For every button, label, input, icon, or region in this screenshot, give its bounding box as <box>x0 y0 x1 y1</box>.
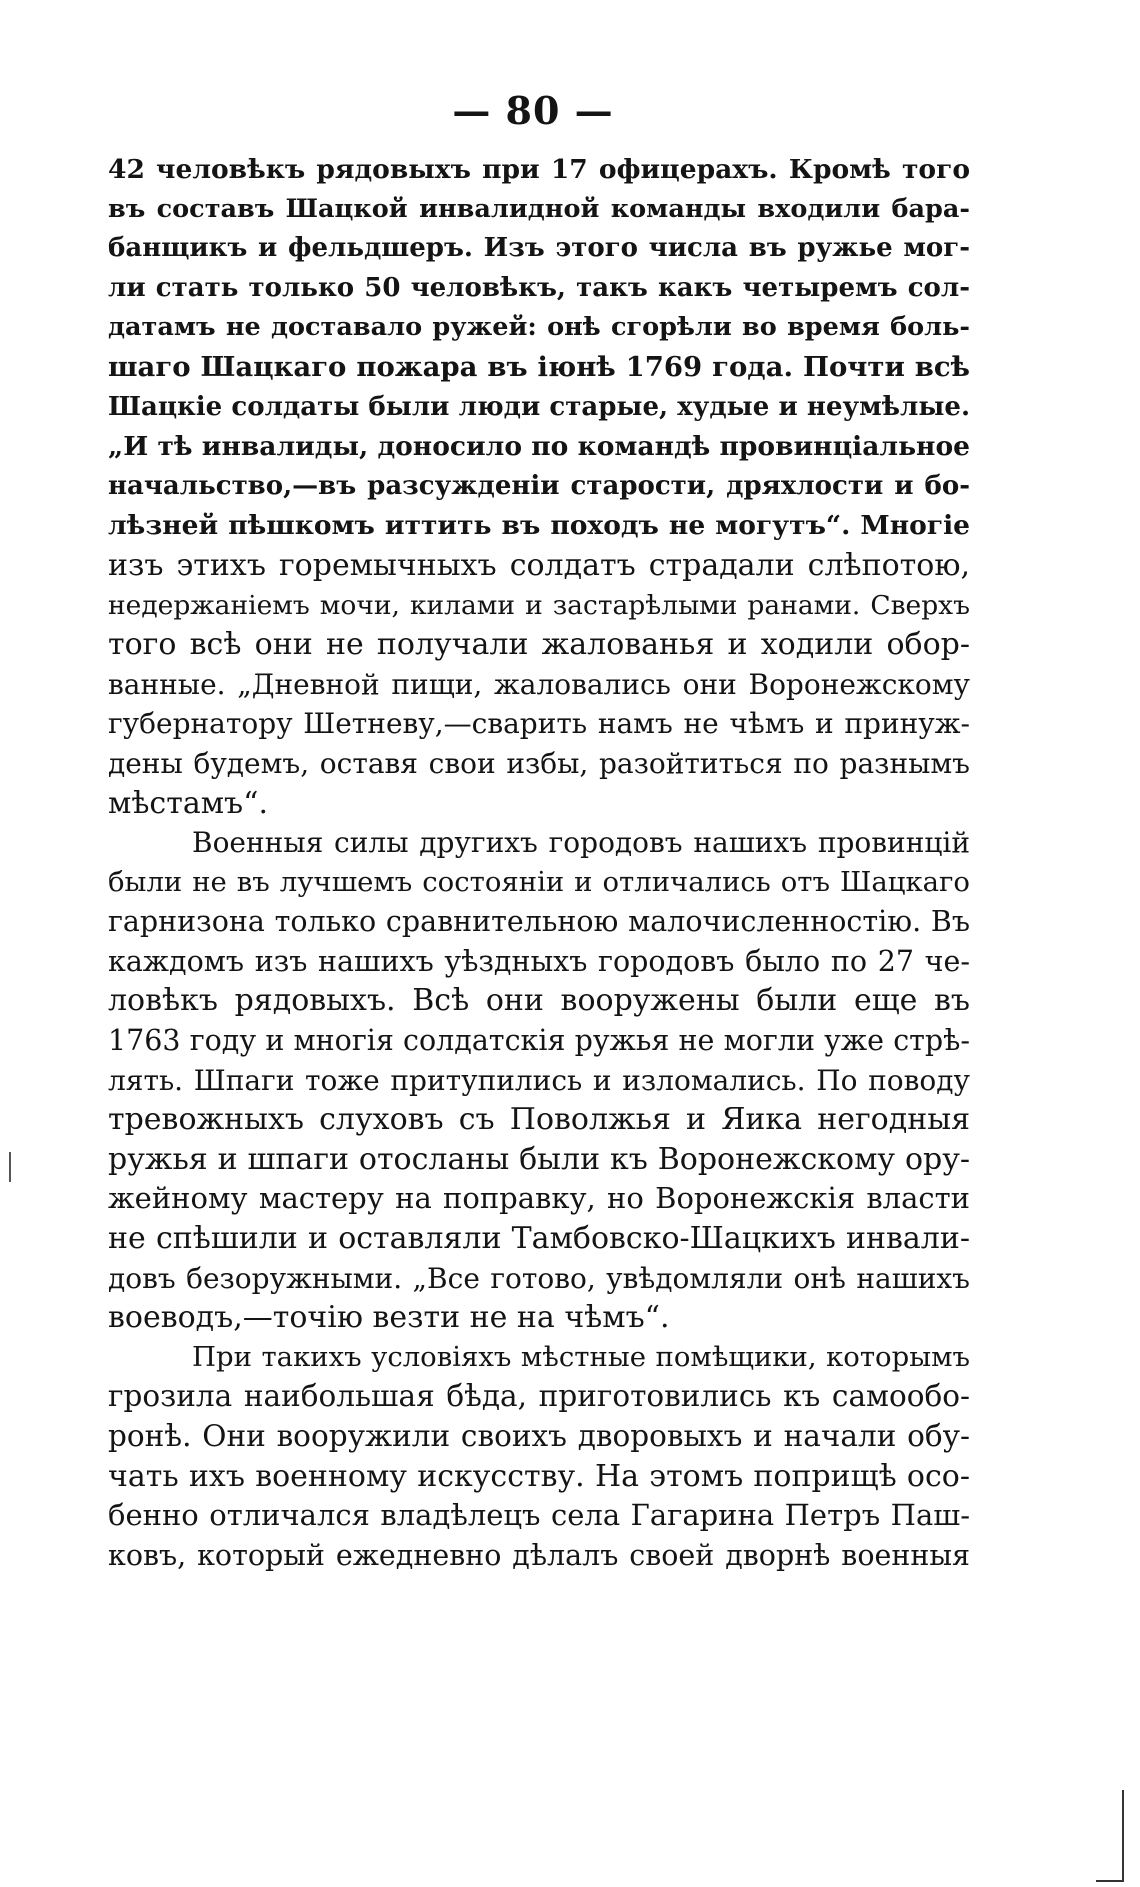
text-line: мѣстамъ“. <box>108 785 269 821</box>
text-line: недержанiемъ мочи, килами и застарѣлыми ранами. Сверхъ <box>108 589 970 621</box>
text-line: ронѣ. Они вооружили своихъ дворовыхъ и начали обу- <box>108 1419 970 1453</box>
text-line: чать ихъ военному искусству. На этомъ поприщѣ осо- <box>108 1458 970 1494</box>
text-line: каждомъ изъ нашихъ уѣздныхъ городовъ было по 27 че- <box>108 944 970 978</box>
text-line: гарнизона только сравнительною малочисленностiю. Въ <box>108 905 970 939</box>
text-line: ковъ, который ежедневно дѣлалъ своей дворнѣ военныя <box>108 1538 970 1572</box>
text-line: лять. Шпаги тоже притупились и изломались. По поводу <box>108 1063 970 1097</box>
text-line: начальство,—въ разсужденiи старости, дряхлости и бо- <box>108 470 970 501</box>
text-line: Военныя силы другихъ городовъ нашихъ провинцiй <box>192 826 970 860</box>
text-line: жейному мастеру на поправку, но Воронежскiя власти <box>108 1181 970 1216</box>
page-number: — 80 — <box>452 88 614 133</box>
scan-crop-mark <box>1096 1880 1124 1882</box>
text-line: въ составъ Шацкой инвалидной команды входили бара- <box>108 193 970 224</box>
text-line: ли стать только 50 человѣкъ, такъ какъ четыремъ сол- <box>108 272 970 303</box>
text-line: губернатору Шетневу,—сварить намъ не чѣмъ и принуж- <box>108 707 970 741</box>
text-line: 1763 году и многiя солдатскiя ружья не могли уже стрѣ- <box>108 1024 970 1058</box>
text-line: дены будемъ, оставя свои избы, разойтиться по разнымъ <box>108 746 970 780</box>
text-line: довъ безоружными. „Все готово, увѣдомляли онѣ нашихъ <box>108 1261 970 1295</box>
text-line: ванные. „Дневной пищи, жаловались они Воронежскому <box>108 667 970 701</box>
body-text <box>108 150 970 1575</box>
text-line: грозила наибольшая бѣда, приготовились къ самообо- <box>108 1379 970 1414</box>
text-line: воеводъ,—точiю везти не на чѣмъ“. <box>108 1300 670 1336</box>
text-line: ружья и шпаги отосланы были къ Воронежскому ору- <box>108 1141 970 1177</box>
text-line: датамъ не доставало ружей: онѣ сгорѣли во время боль- <box>108 312 970 343</box>
text-line: не спѣшили и оставляли Тамбовско-Шацкихъ инвали- <box>108 1221 970 1257</box>
text-line: были не въ лучшемъ состоянiи и отличались отъ Шацкаго <box>108 865 970 898</box>
text-line: шаго Шацкаго пожара въ iюнѣ 1769 года. Почти всѣ <box>108 350 970 383</box>
text-line: „И тѣ инвалиды, доносило по командѣ провинцiальное <box>108 431 970 463</box>
text-line: ловѣкъ рядовыхъ. Всѣ они вооружены были еще въ <box>108 983 970 1019</box>
text-line: банщикъ и фельдшеръ. Изъ этого числа въ ружье мог- <box>108 233 970 264</box>
text-line: Шацкiе солдаты были люди старые, худые и неумѣлые. <box>108 391 970 422</box>
text-line: При такихъ условiяхъ мѣстные помѣщики, которымъ <box>192 1340 970 1373</box>
text-line: лѣзней пѣшкомъ иттить въ походъ не могутъ“. Многiе <box>108 510 970 542</box>
text-line: бенно отличался владѣлецъ села Гагарина Петръ Паш- <box>108 1498 970 1533</box>
text-line: того всѣ они не получали жалованья и ходили обор- <box>108 627 970 663</box>
scan-crop-mark <box>1122 1790 1124 1882</box>
scan-mark <box>9 1152 11 1182</box>
text-line: тревожныхъ слуховъ съ Поволжья и Яика негодныя <box>108 1102 970 1138</box>
text-line: 42 человѣкъ рядовыхъ при 17 офицерахъ. Кромѣ того <box>108 154 970 185</box>
text-line: изъ этихъ горемычныхъ солдатъ страдали слѣпотою, <box>108 547 970 583</box>
